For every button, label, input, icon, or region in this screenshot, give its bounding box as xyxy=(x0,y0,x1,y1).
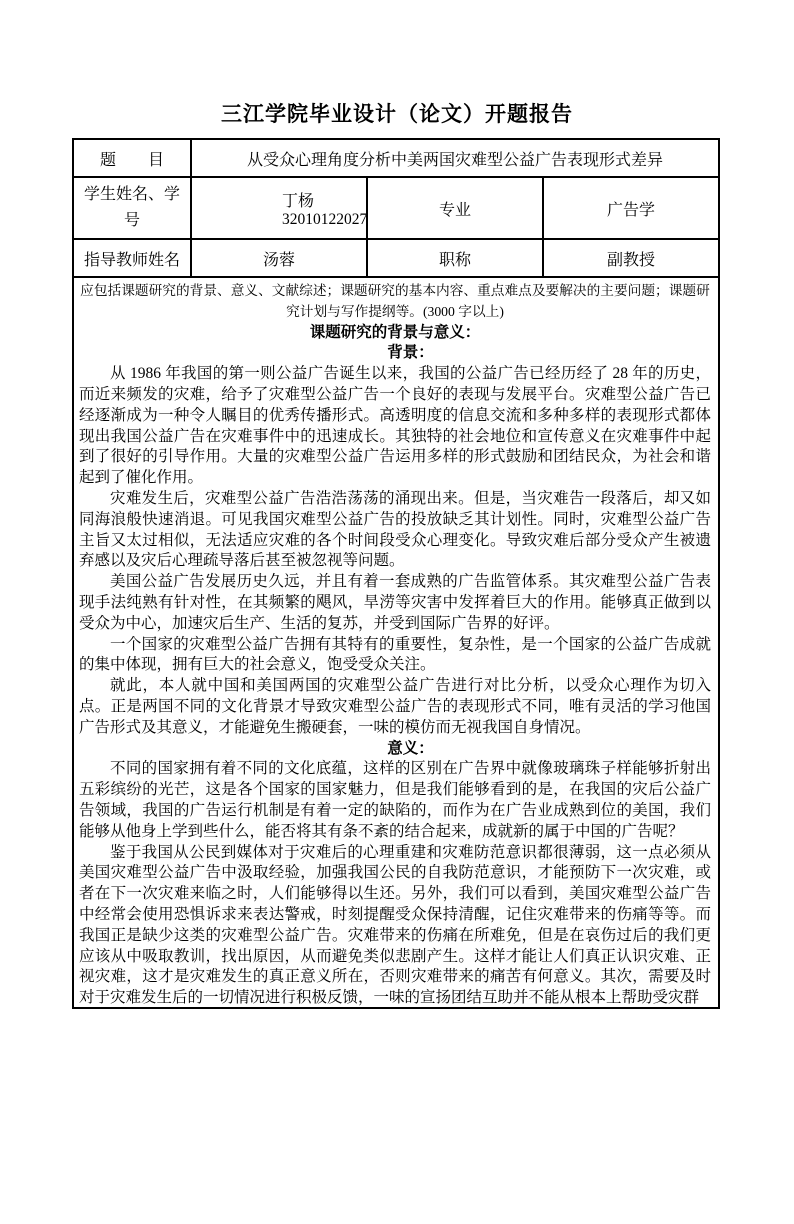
major-value: 广告学 xyxy=(543,177,719,239)
significance-heading: 意义： xyxy=(387,739,434,757)
background-heading: 背景： xyxy=(387,344,434,362)
rank-label: 职称 xyxy=(367,239,543,277)
background-paragraph: 就此，本人就中国和美国两国的灾难型公益广告进行对比分析，以受众心理作为切入点。正是两国不同的文化背景才导致灾难型公益广告的表现形式不同，唯有灵活的学习他国广告形式及其意义，才能避免生搬硬套，一味的模仿而无视我国自身情况。 xyxy=(79,677,711,736)
body-content xyxy=(79,281,711,1007)
report-page xyxy=(0,101,794,1224)
instruction-text: 应包括课题研究的背景、意义、文献综述；课题研究的基本内容、重点难点及要解决的主要问题；课题研究计划与写作提纲等。(3000 字以上) xyxy=(80,283,710,319)
background-paragraph: 灾难发生后，灾难型公益广告浩浩荡荡的涌现出来。但是，当灾难告一段落后，却又如同海浪般快速消退。可见我国灾难型公益广告的投放缺乏其计划性。同时，灾难型公益广告主旨又太过相似，无法适应灾难的各个时间段受众心理变化。导致灾难后部分受众产生被遗弃感以及灾后心理疏导落后甚至被忽视等问题。 xyxy=(79,489,711,570)
table-row-topic xyxy=(73,139,719,177)
student-value-cell xyxy=(191,177,367,239)
background-paragraph: 从 1986 年我国的第一则公益广告诞生以来，我国的公益广告已经历经了 28 年的历史，而近来频发的灾难，给予了灾难型公益广告一个良好的表现与发展平台。灾难型公益广告已经逐渐成为一种令人瞩目的优秀传播形式。高透明度的信息交流和多种多样的表现形式都体现出我国公益广告在灾难事件中的迅速成长。其独特的社会地位和宣传意义在灾难事件中起到了很好的引导作用。大量的灾难型公益广告运用多样的形式鼓励和团结民众，为社会和谐起到了催化作用。 xyxy=(79,365,711,487)
page-title: 三江学院毕业设计（论文）开题报告 xyxy=(221,102,573,126)
topic-value: 从受众心理角度分析中美两国灾难型公益广告表现形式差异 xyxy=(191,139,719,177)
table-row-body xyxy=(73,277,719,1008)
student-id: 32010122027 xyxy=(282,210,368,228)
topic-label: 题 目 xyxy=(73,139,191,177)
advisor-label: 指导教师姓名 xyxy=(73,239,191,277)
body-cell xyxy=(73,277,719,1008)
rank-value: 副教授 xyxy=(543,239,719,277)
student-name: 丁杨 xyxy=(281,192,314,210)
significance-paragraph: 不同的国家拥有着不同的文化底蕴，这样的区别在广告界中就像玻璃珠子样能够折射出五彩缤纷的光芒，这是各个国家的国家魅力，但是我们能够看到的是，在我国的灾后公益广告领域，我国的广告运行机制是有着一定的缺陷的，而作为在广告业成熟到位的美国，我们能够从他身上学到些什么，能否将其有条不紊的结合起来，成就新的属于中国的广告呢？ xyxy=(79,760,711,840)
table-row-advisor xyxy=(73,239,719,277)
advisor-name: 汤蓉 xyxy=(191,239,367,277)
background-paragraph: 美国公益广告发展历史久远，并且有着一套成熟的广告监管体系。其灾难型公益广告表现手法纯熟有针对性，在其频繁的飓风，旱涝等灾害中发挥着巨大的作用。能够真正做到以受众为中心，加速灾后生产、生活的复苏，并受到国际广告界的好评。 xyxy=(79,573,711,632)
student-label: 学生姓名、学号 xyxy=(73,177,191,239)
section-heading: 课题研究的背景与意义： xyxy=(309,323,481,341)
background-paragraph: 一个国家的灾难型公益广告拥有其特有的重要性，复杂性，是一个国家的公益广告成就的集中体现，拥有巨大的社会意义，饱受受众关注。 xyxy=(79,635,711,674)
significance-paragraph: 鉴于我国从公民到媒体对于灾难后的心理重建和灾难防范意识都很薄弱，这一点必须从美国灾难型公益广告中汲取经验，加强我国公民的自我防范意识，才能预防下一次灾难，或者在下一次灾难来临之时，人们能够得以生还。另外，我们可以看到，美国灾难型公益广告中经常会使用恐惧诉求来表达警戒，时刻提醒受众保持清醒，记住灾难带来的伤痛等等。而我国正是缺少这类的灾难型公益广告。灾难带来的伤痛在所难免，但是在哀伤过后的我们更应该从中吸取教训，找出原因，从而避免类似悲剧产生。这样才能让人们真正认识灾难、正视灾难，这才是灾难发生的真正意义所在，否则灾难带来的痛苦有何意义。其次，需要及时对于灾难发生后的一切情况进行积极反馈，一味的宣扬团结互助并不能从根本上帮助受灾群 xyxy=(79,843,711,1007)
proposal-info-table xyxy=(72,138,720,1009)
major-label: 专业 xyxy=(367,177,543,239)
table-row-student xyxy=(73,177,719,239)
